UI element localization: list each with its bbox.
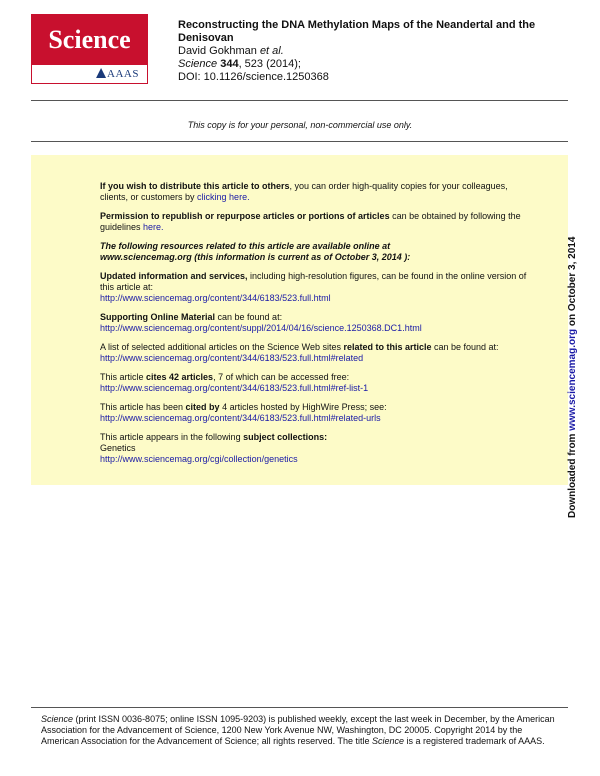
volume: 344 — [220, 58, 239, 70]
info-content — [100, 181, 530, 473]
note-divider — [31, 141, 568, 142]
supporting-paragraph: Supporting Online Material can be found at: http://www.sciencemag.org/content/suppl/2014/04/16/science.1250368.DC1.html — [100, 312, 422, 333]
science-logo — [31, 14, 148, 84]
article-header — [178, 19, 578, 84]
logo-wordmark: Science — [32, 15, 147, 65]
related-link[interactable]: http://www.sciencemag.org/content/344/6183/523.full.html#related — [100, 353, 364, 363]
clicking-here-link[interactable]: clicking here. — [197, 192, 250, 202]
aaas-triangle-icon — [96, 68, 106, 78]
permission-paragraph: Permission to republish or repurpose articles or portions of articles can be obtained by following the guidelines here. — [100, 211, 521, 232]
footer-divider — [31, 707, 568, 708]
personal-use-note: This copy is for your personal, non-commercial use only. — [187, 120, 413, 130]
header-divider — [31, 100, 568, 101]
download-stamp: Downloaded from www.sciencemag.org on October 3, 2014 — [567, 236, 578, 518]
ref-list-link[interactable]: http://www.sciencemag.org/content/344/6183/523.full.html#ref-list-1 — [100, 383, 369, 393]
copyright-footer: Science (print ISSN 0036-8075; online ISSN 1095-9203) is published weekly, except the last week in December, by the American Association for the Advancement of Science, 1200 New York Avenue NW, Washington, DC 20005. Copyright 2014 by the American Association for the Advancement of Science; all rights reserved. The title Science is a registered trademark of AAAS. — [41, 714, 555, 746]
permission-lead: Permission to republish or repurpose articles or portions of articles — [100, 211, 390, 221]
distribute-lead: If you wish to distribute this article to others — [100, 181, 290, 191]
et-al: et al. — [259, 45, 284, 57]
subjects-paragraph: This article appears in the following subject collections: Genetics http://www.sciencemag.org/cgi/collection/genetics — [100, 432, 328, 464]
related-paragraph: A list of selected additional articles on the Science Web sites related to this article can be found at: http://www.sciencemag.org/content/344/6183/523.full.html#related — [100, 342, 499, 363]
guidelines-here-link[interactable]: here. — [143, 222, 164, 232]
sciencemag-link[interactable]: www.sciencemag.org — [567, 328, 578, 431]
supplement-link[interactable]: http://www.sciencemag.org/content/suppl/2014/04/16/science.1250368.DC1.html — [100, 323, 422, 333]
genetics-collection-link[interactable]: http://www.sciencemag.org/cgi/collection/genetics — [100, 454, 298, 464]
subject-genetics: Genetics — [100, 443, 136, 453]
authors: David Gokhman — [178, 45, 257, 57]
author-line — [178, 45, 578, 58]
cited-by-paragraph: This article has been cited by 4 articles hosted by HighWire Press; see: http://www.sciencemag.org/content/344/6183/523.full.html#related-urls — [100, 402, 387, 423]
updated-info-paragraph: Updated information and services, including high-resolution figures, can be found in the online version of this article at: http://www.sciencemag.org/content/344/6183/523.full.html — [100, 271, 527, 303]
aaas-label: AAAS — [107, 68, 139, 80]
citation-line — [178, 58, 578, 71]
distribute-paragraph: If you wish to distribute this article to others, you can order high-quality copies for your colleagues, clients, or customers by clicking here. — [100, 181, 508, 202]
journal-name: Science — [178, 58, 218, 70]
full-text-link[interactable]: http://www.sciencemag.org/content/344/6183/523.full.html — [100, 293, 331, 303]
pages-year: , 523 (2014); — [238, 58, 301, 70]
article-title: Reconstructing the DNA Methylation Maps of the Neandertal and the Denisovan — [178, 19, 536, 44]
related-urls-link[interactable]: http://www.sciencemag.org/content/344/6183/523.full.html#related-urls — [100, 413, 381, 423]
aaas-mark — [32, 65, 147, 84]
resources-notice: The following resources related to this article are available online at www.sciencemag.org (this information is current as of October 3, 2014 ): — [100, 241, 411, 262]
cites-paragraph: This article cites 42 articles, 7 of which can be accessed free: http://www.sciencemag.org/content/344/6183/523.full.html#ref-list-1 — [100, 372, 369, 393]
doi: DOI: 10.1126/science.1250368 — [178, 71, 329, 83]
